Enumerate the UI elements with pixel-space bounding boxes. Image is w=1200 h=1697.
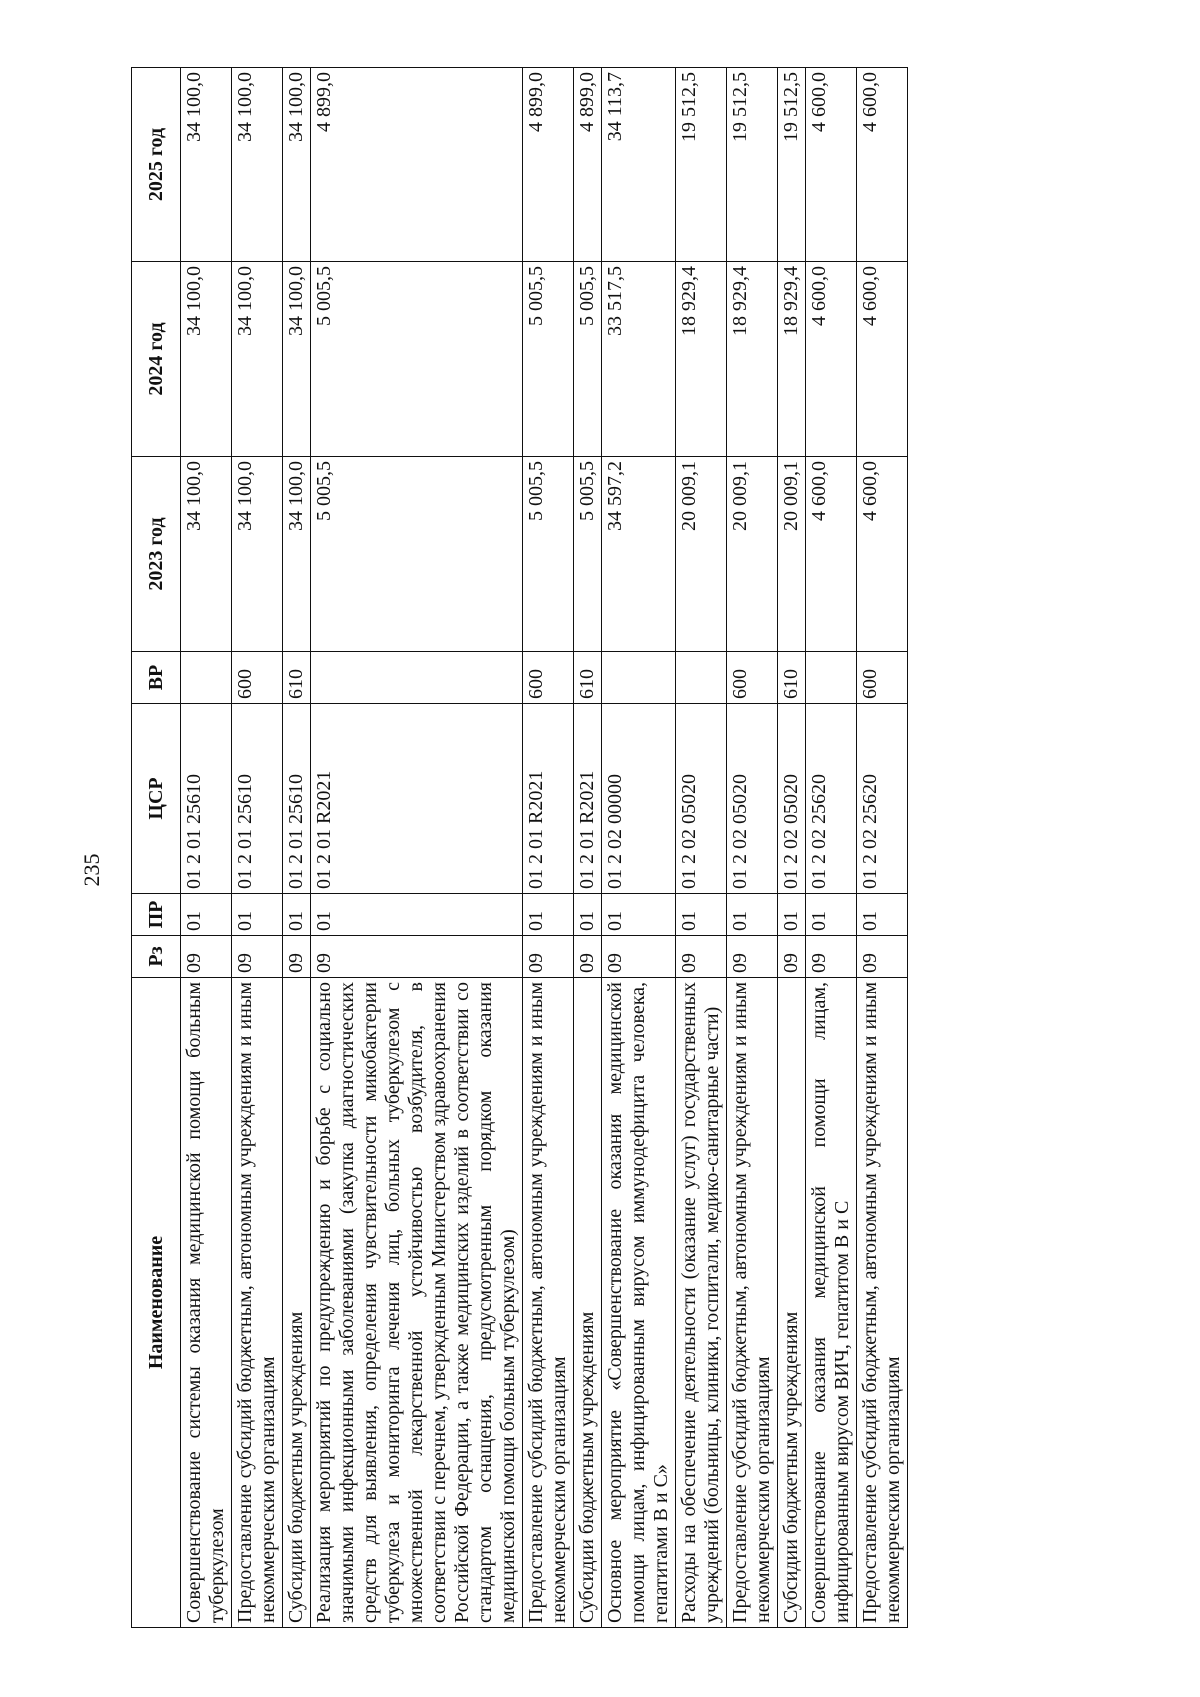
cell-csr: 01 2 01 25610: [181, 704, 232, 894]
cell-pr: 01: [727, 894, 778, 936]
cell-rz: 09: [778, 936, 806, 978]
cell-y2023: 20 009,1: [676, 457, 727, 652]
cell-y2023: 5 005,5: [523, 457, 574, 652]
cell-vr: 600: [727, 652, 778, 704]
cell-y2025: 19 512,5: [727, 68, 778, 262]
cell-csr: 01 2 02 05020: [676, 704, 727, 894]
cell-name: Расходы на обеспечение деятельности (оказание услуг) государственных учреждений (больницы, клиники, госпитали, медико-санитарные части): [676, 978, 727, 1628]
cell-y2024: 4 600,0: [857, 262, 908, 457]
cell-csr: 01 2 01 R2021: [574, 704, 602, 894]
cell-y2025: 34 100,0: [181, 68, 232, 262]
cell-y2025: 34 113,7: [602, 68, 676, 262]
cell-rz: 09: [574, 936, 602, 978]
table-row: [806, 68, 857, 1628]
cell-csr: 01 2 02 00000: [602, 704, 676, 894]
cell-y2024: 5 005,5: [311, 262, 523, 457]
cell-pr: 01: [602, 894, 676, 936]
cell-rz: 09: [806, 936, 857, 978]
cell-y2023: 20 009,1: [727, 457, 778, 652]
cell-pr: 01: [523, 894, 574, 936]
cell-csr: 01 2 01 R2021: [311, 704, 523, 894]
cell-csr: 01 2 02 05020: [727, 704, 778, 894]
cell-pr: 01: [283, 894, 311, 936]
table-row: [574, 68, 602, 1628]
cell-y2023: 5 005,5: [574, 457, 602, 652]
cell-pr: 01: [806, 894, 857, 936]
cell-pr: 01: [676, 894, 727, 936]
cell-y2024: 33 517,5: [602, 262, 676, 457]
cell-name: Основное мероприятие «Совершенствование оказания медицинской помощи лицам, инфицированным вирусом иммунодефицита человека, гепатитами В и С»: [602, 978, 676, 1628]
cell-csr: 01 2 02 05020: [778, 704, 806, 894]
cell-vr: [806, 652, 857, 704]
cell-y2024: 18 929,4: [778, 262, 806, 457]
cell-y2024: 18 929,4: [727, 262, 778, 457]
cell-y2023: 34 100,0: [181, 457, 232, 652]
header-row: [132, 68, 181, 1628]
budget-table: [131, 67, 908, 1628]
cell-vr: 600: [232, 652, 283, 704]
table-row: [283, 68, 311, 1628]
header-2024: 2024 год: [132, 262, 181, 457]
cell-y2024: 34 100,0: [232, 262, 283, 457]
cell-csr: 01 2 01 R2021: [523, 704, 574, 894]
cell-rz: 09: [181, 936, 232, 978]
cell-y2023: 34 100,0: [283, 457, 311, 652]
cell-y2024: 5 005,5: [574, 262, 602, 457]
cell-name: Предоставление субсидий бюджетным, автономным учреждениям и иным некоммерческим организациям: [523, 978, 574, 1628]
cell-csr: 01 2 02 25620: [857, 704, 908, 894]
cell-y2025: 4 899,0: [574, 68, 602, 262]
cell-y2025: 34 100,0: [232, 68, 283, 262]
cell-rz: 09: [283, 936, 311, 978]
cell-name: Субсидии бюджетным учреждениям: [778, 978, 806, 1628]
cell-rz: 09: [311, 936, 523, 978]
cell-y2025: 4 899,0: [523, 68, 574, 262]
cell-vr: [676, 652, 727, 704]
page-number: 235: [79, 853, 104, 887]
cell-y2023: 34 597,2: [602, 457, 676, 652]
cell-csr: 01 2 01 25610: [232, 704, 283, 894]
cell-vr: 610: [283, 652, 311, 704]
cell-name: Совершенствование системы оказания медицинской помощи больным туберкулезом: [181, 978, 232, 1628]
cell-y2023: 4 600,0: [857, 457, 908, 652]
cell-vr: 600: [523, 652, 574, 704]
budget-sheet: [131, 68, 1131, 1628]
cell-y2025: 4 899,0: [311, 68, 523, 262]
header-name: Наименование: [132, 978, 181, 1628]
cell-pr: 01: [181, 894, 232, 936]
cell-vr: 610: [778, 652, 806, 704]
cell-name: Субсидии бюджетным учреждениям: [574, 978, 602, 1628]
cell-pr: 01: [857, 894, 908, 936]
table-row: [311, 68, 523, 1628]
cell-y2024: 34 100,0: [181, 262, 232, 457]
cell-pr: 01: [778, 894, 806, 936]
table-row: [232, 68, 283, 1628]
table-row: [523, 68, 574, 1628]
cell-name: Предоставление субсидий бюджетным, автономным учреждениям и иным некоммерческим организациям: [232, 978, 283, 1628]
cell-y2023: 4 600,0: [806, 457, 857, 652]
cell-vr: [181, 652, 232, 704]
cell-pr: 01: [311, 894, 523, 936]
cell-name: Совершенствование оказания медицинской помощи лицам, инфицированным вирусом ВИЧ, гепатитом В и С: [806, 978, 857, 1628]
cell-vr: [602, 652, 676, 704]
cell-y2025: 4 600,0: [806, 68, 857, 262]
cell-name: Субсидии бюджетным учреждениям: [283, 978, 311, 1628]
cell-y2024: 18 929,4: [676, 262, 727, 457]
cell-y2025: 34 100,0: [283, 68, 311, 262]
cell-csr: 01 2 01 25610: [283, 704, 311, 894]
header-vr: ВР: [132, 652, 181, 704]
cell-y2025: 19 512,5: [676, 68, 727, 262]
table-row: [778, 68, 806, 1628]
table-row: [676, 68, 727, 1628]
cell-y2023: 5 005,5: [311, 457, 523, 652]
cell-rz: 09: [676, 936, 727, 978]
cell-rz: 09: [523, 936, 574, 978]
cell-name: Предоставление субсидий бюджетным, автономным учреждениям и иным некоммерческим организациям: [857, 978, 908, 1628]
cell-y2023: 34 100,0: [232, 457, 283, 652]
cell-vr: 600: [857, 652, 908, 704]
cell-vr: [311, 652, 523, 704]
cell-rz: 09: [857, 936, 908, 978]
header-csr: ЦСР: [132, 704, 181, 894]
cell-y2025: 4 600,0: [857, 68, 908, 262]
header-2025: 2025 год: [132, 68, 181, 262]
table-row: [181, 68, 232, 1628]
cell-rz: 09: [727, 936, 778, 978]
cell-vr: 610: [574, 652, 602, 704]
cell-name: Реализация мероприятий по предупреждению и борьбе с социально значимыми инфекционными заболеваниями (закупка диагностических средств для выявления, определения чувствительности микобактерии туберкулеза и мониторинга лечения лиц, больных туберкулезом с множественной лекарственной устойчивостью возбудителя, в соответствии с перечнем, утвержденным Министерством здравоохранения Российской Федерации, а также медицинских изделий в соответствии со стандартом оснащения, предусмотренным порядком оказания медицинской помощи больным туберкулезом): [311, 978, 523, 1628]
cell-rz: 09: [602, 936, 676, 978]
header-2023: 2023 год: [132, 457, 181, 652]
table-row: [602, 68, 676, 1628]
header-pr: ПР: [132, 894, 181, 936]
cell-y2024: 34 100,0: [283, 262, 311, 457]
cell-y2024: 4 600,0: [806, 262, 857, 457]
cell-y2025: 19 512,5: [778, 68, 806, 262]
cell-csr: 01 2 02 25620: [806, 704, 857, 894]
cell-name: Предоставление субсидий бюджетным, автономным учреждениям и иным некоммерческим организациям: [727, 978, 778, 1628]
cell-pr: 01: [574, 894, 602, 936]
cell-pr: 01: [232, 894, 283, 936]
table-row: [727, 68, 778, 1628]
cell-y2024: 5 005,5: [523, 262, 574, 457]
table-row: [857, 68, 908, 1628]
header-rz: Рз: [132, 936, 181, 978]
cell-y2023: 20 009,1: [778, 457, 806, 652]
cell-rz: 09: [232, 936, 283, 978]
